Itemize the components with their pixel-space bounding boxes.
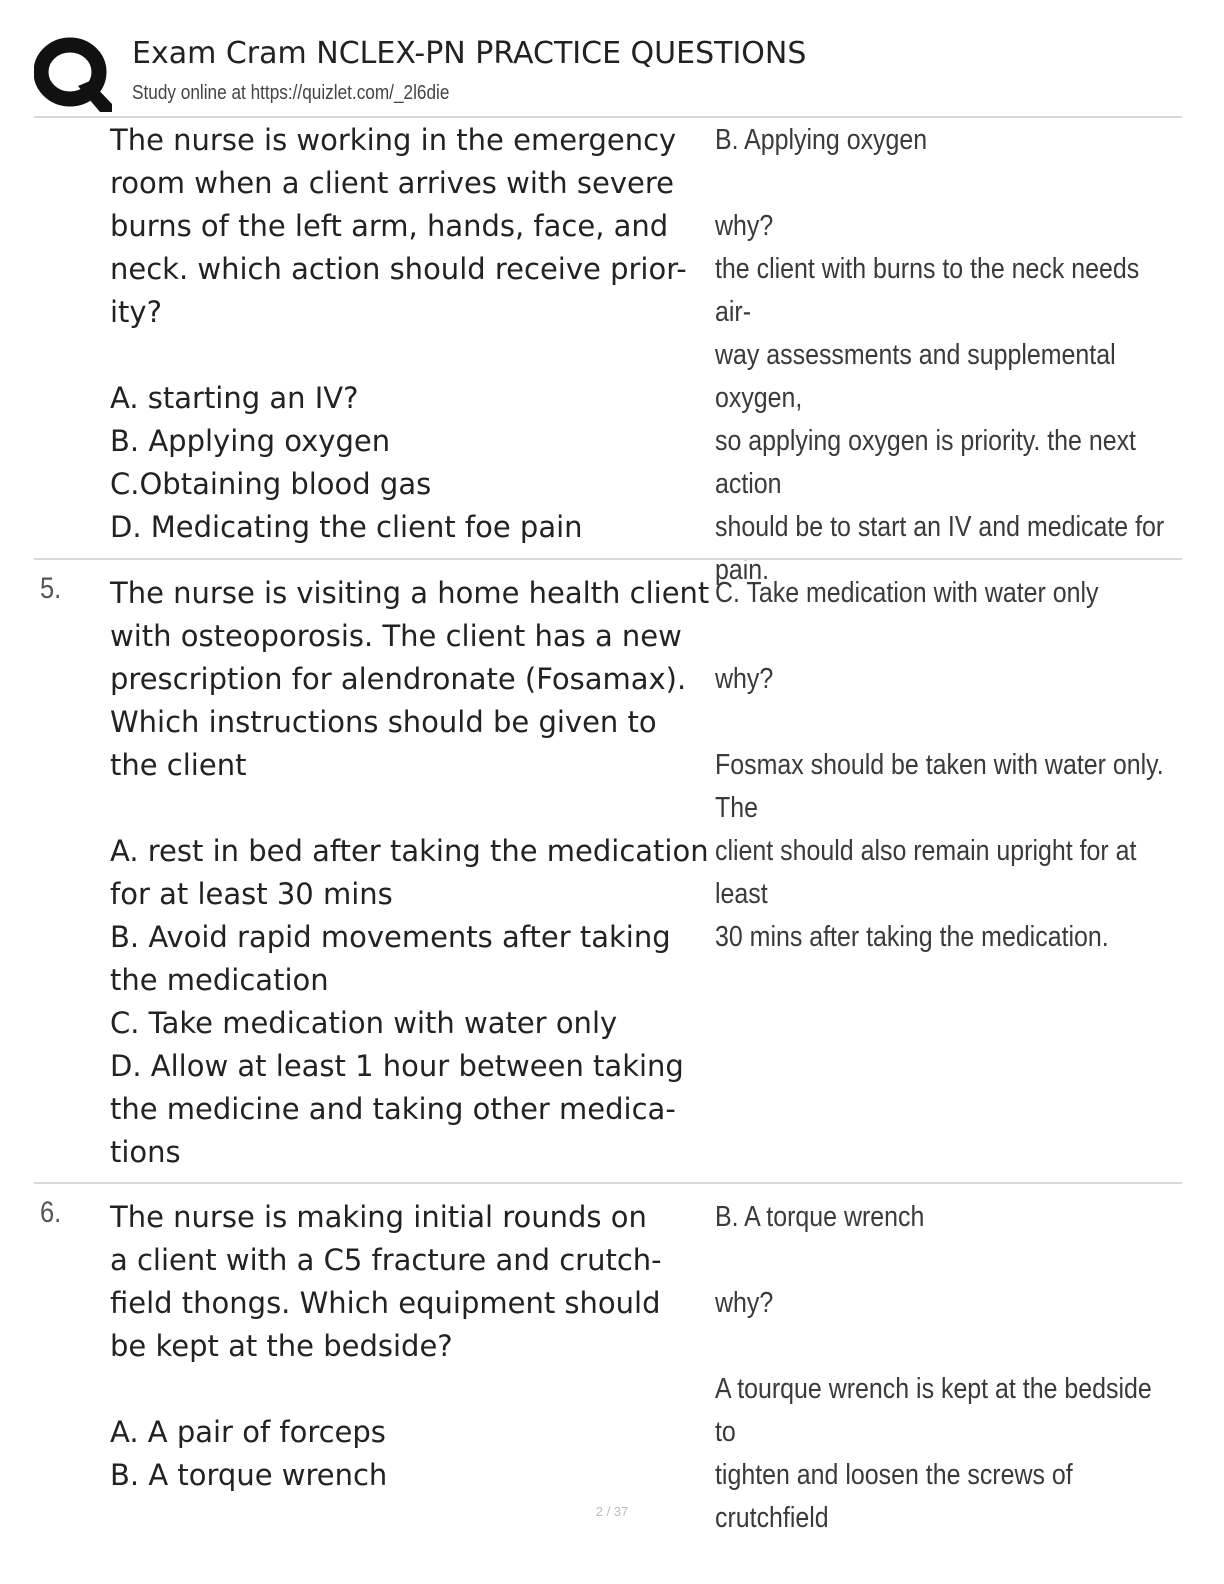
question-text: The nurse is working in the emergency room when a client arrives with severe burns of the left arm, hands, face, and neck. which action should receive prior- ity? A. starting an IV? B. Applying oxygen C.Obtaining blood gas D. Medicating the client foe pain xyxy=(110,123,687,544)
document-title: Exam Cram NCLEX-PN PRACTICE QUESTIONS xyxy=(132,36,807,71)
answer-text: B. A torque wrench why? A tourque wrench is kept at the bedside to tighten and loosen the screws of crutchfield xyxy=(715,1201,1152,1534)
answer-text: C. Take medication with water only why? Fosmax should be taken with water only. The client should also remain upright for at least 30 mins after taking the medication. xyxy=(715,577,1164,953)
divider xyxy=(34,1182,1182,1184)
page-header xyxy=(34,30,1184,116)
divider xyxy=(34,116,1182,118)
study-link[interactable]: Study online at https://quizlet.com/_2l6die xyxy=(132,82,450,104)
question-text: The nurse is making initial rounds on a client with a C5 fracture and crutch- field thongs. Which equipment should be kept at the bedside? A. A pair of forceps B. A torque wrench xyxy=(110,1200,662,1492)
question-number: 6. xyxy=(40,1196,62,1229)
question-number: 5. xyxy=(40,572,62,605)
divider xyxy=(34,558,1182,560)
answer-text: B. Applying oxygen why? the client with burns to the neck needs air- way assessments and supplemental oxygen, so applying oxygen is priority. the next action should be to start an IV and medicate for pain. xyxy=(715,124,1165,586)
question-text: The nurse is visiting a home health client with osteoporosis. The client has a new prescription for alendronate (Fosamax). Which instructions should be given to the client A. rest in bed after taking the medication for at least 30 mins B. Avoid rapid movements after taking the medication C. Take medication with water only D. Allow at least 1 hour between taking the medicine and taking other medica- tions xyxy=(110,576,710,1169)
page-number: 2 / 37 xyxy=(595,1504,629,1519)
quizlet-logo-icon xyxy=(34,36,112,112)
